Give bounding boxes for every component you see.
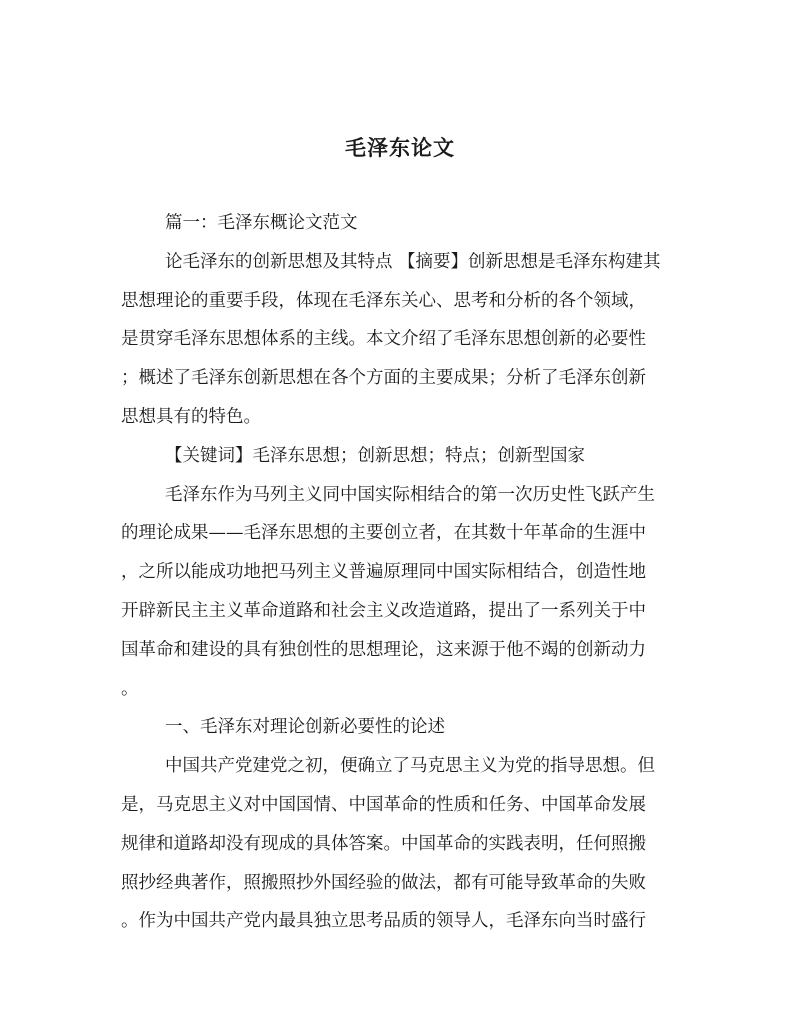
text-line: 的理论成果——毛泽东思想的主要创立者，在其数十年革命的生涯中 [121, 523, 646, 544]
text-line: 国革命和建设的具有独创性的思想理论，这来源于他不竭的创新动力 [121, 639, 646, 660]
text-line: 。作为中国共产党内最具独立思考品质的领导人，毛泽东向当时盛行 [121, 911, 646, 932]
text-line: 照抄经典著作，照搬照抄外国经验的做法，都有可能导致革命的失败 [121, 872, 646, 893]
text-line: 中国共产党建党之初，便确立了马克思主义为党的指导思想。但 [165, 756, 655, 777]
text-line: 开辟新民主主义革命道路和社会主义改造道路，提出了一系列关于中 [121, 600, 646, 621]
text-line: 思想具有的特色。 [121, 406, 261, 427]
text-line: ，之所以能成功地把马列主义普遍原理同中国实际相结合，创造性地 [121, 562, 646, 583]
text-line: 是，马克思主义对中国国情、中国革命的性质和任务、中国革命发展 [121, 794, 646, 815]
text-line: 篇一：毛泽东概论文范文 [165, 213, 358, 233]
text-line: 是贯穿毛泽东思想体系的主线。本文介绍了毛泽东思想创新的必要性 [121, 329, 646, 350]
document-body [121, 204, 681, 941]
text-line: 规律和道路却没有现成的具体答案。中国革命的实践表明，任何照搬 [121, 833, 646, 854]
text-line: 。 [121, 678, 139, 699]
text-line: 一、毛泽东对理论创新必要性的论述 [165, 717, 445, 738]
text-line: ；概述了毛泽东创新思想在各个方面的主要成果；分析了毛泽东创新 [121, 368, 646, 389]
text-line: 毛泽东作为马列主义同中国实际相结合的第一次历史性飞跃产生 [165, 484, 655, 505]
text-line: 思想理论的重要手段，体现在毛泽东关心、思考和分析的各个领域， [121, 290, 646, 311]
text-line: 【关键词】毛泽东思想；创新思想；特点；创新型国家 [165, 445, 585, 466]
text-line: 论毛泽东的创新思想及其特点 【摘要】创新思想是毛泽东构建其 [165, 251, 661, 272]
document-title: 毛泽东论文 [345, 135, 455, 160]
